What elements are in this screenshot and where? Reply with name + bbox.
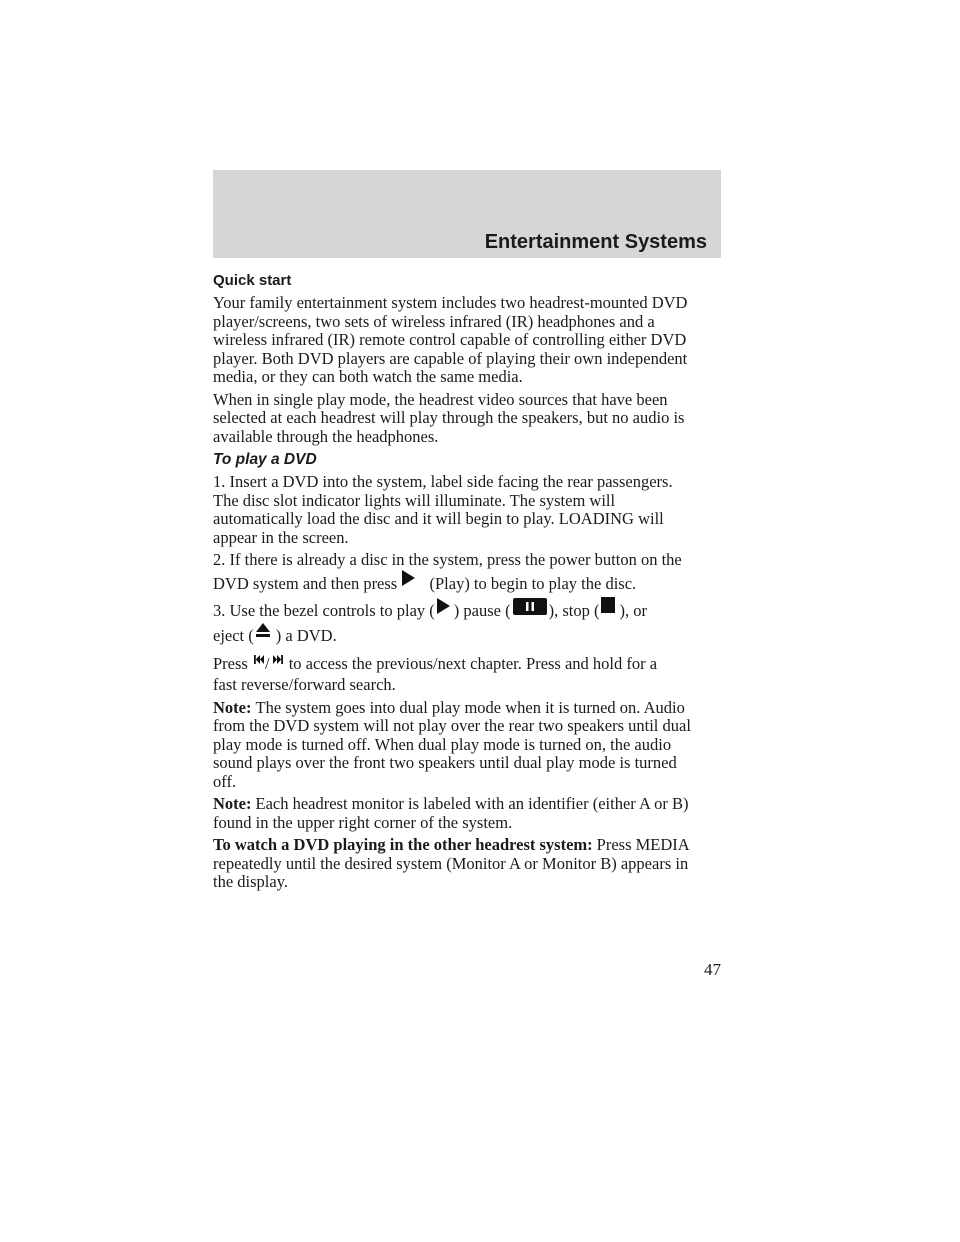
text-segment: /	[264, 654, 270, 673]
watch-label: To watch a DVD playing in the other headrest system:	[213, 835, 593, 854]
text-segment: Press	[213, 654, 248, 673]
text-line	[213, 570, 733, 594]
text-segment: ), or	[619, 601, 647, 620]
header-banner	[213, 170, 721, 258]
next-chapter-icon	[273, 655, 283, 664]
text-line: When in single play mode, the headrest video sources that have been	[213, 389, 668, 409]
text-segment: (Play) to begin to play the disc.	[429, 573, 637, 593]
single-play-paragraph	[213, 391, 733, 447]
intro-paragraph	[213, 294, 733, 387]
text-line	[213, 597, 733, 623]
text-line: fast reverse/forward search.	[213, 675, 396, 694]
text-line	[213, 699, 733, 718]
note-label: Note:	[213, 794, 252, 813]
text-segment: ) a DVD.	[275, 626, 337, 645]
section-title: Quick start	[213, 272, 292, 289]
stop-icon	[601, 597, 615, 613]
note-label: Note:	[213, 697, 252, 717]
text-segment: ), stop (	[548, 601, 600, 620]
text-line	[213, 795, 733, 814]
text-segment: Each headrest monitor is labeled with an identifier (either A or B)	[255, 794, 689, 813]
text-line: sound plays over the front two speakers until dual play mode is turned	[213, 753, 677, 772]
text-line: off.	[213, 771, 237, 791]
text-line: automatically load the disc and it will begin to play. LOADING will	[213, 509, 664, 528]
text-segment: ) pause (	[453, 601, 511, 620]
chapter-title: Entertainment Systems	[484, 231, 707, 253]
text-line: wireless infrared (IR) remote control capable of controlling either DVD	[213, 330, 687, 349]
text-line: appear in the screen.	[213, 527, 349, 547]
text-line: repeatedly until the desired system (Monitor A or Monitor B) appears in	[213, 853, 689, 873]
previous-chapter-icon	[254, 655, 264, 664]
text-segment: 3. Use the bezel controls to play (	[213, 601, 435, 620]
chapter-paragraph	[213, 652, 733, 695]
note-1-paragraph	[213, 699, 733, 792]
text-segment: Press MEDIA	[596, 835, 690, 854]
text-line: 1. Insert a DVD into the system, label side facing the rear passengers.	[213, 472, 673, 491]
page-content	[213, 271, 733, 892]
note-2-paragraph	[213, 795, 733, 832]
watch-paragraph	[213, 836, 733, 892]
text-line: media, or they can both watch the same media.	[213, 367, 523, 386]
text-line: available through the headphones.	[213, 426, 439, 446]
text-line: play mode is turned off. When dual play mode is turned on, the audio	[213, 734, 672, 754]
step-1-paragraph	[213, 473, 733, 547]
eject-icon	[256, 623, 270, 638]
play-icon	[437, 598, 450, 614]
text-line	[213, 836, 733, 855]
text-segment: The system goes into dual play mode when it is turned on. Audio	[255, 697, 685, 717]
step-2-paragraph	[213, 551, 733, 593]
page-number: 47	[704, 960, 721, 979]
text-line: 2. If there is already a disc in the system, press the power button on the	[213, 550, 682, 569]
text-segment: eject (	[213, 626, 254, 645]
pause-icon	[513, 598, 547, 615]
text-line: the display.	[213, 872, 288, 891]
text-line: from the DVD system will not play over the rear two speakers until dual	[213, 716, 691, 735]
text-line	[213, 652, 733, 676]
text-segment: to access the previous/next chapter. Press and hold for a	[288, 654, 658, 673]
text-line: selected at each headrest will play through the speakers, but no audio is	[213, 408, 685, 427]
subheading: To play a DVD	[213, 451, 317, 468]
text-segment: DVD system and then press	[213, 573, 398, 593]
text-line: player/screens, two sets of wireless infrared (IR) headphones and a	[213, 311, 655, 331]
text-line: Your family entertainment system includes two headrest-mounted DVD	[213, 293, 688, 312]
text-line	[213, 623, 733, 648]
text-line: found in the upper right corner of the system.	[213, 812, 513, 832]
step-3-paragraph	[213, 597, 733, 648]
play-icon	[402, 570, 415, 586]
text-line: The disc slot indicator lights will illuminate. The system will	[213, 490, 616, 510]
text-line: player. Both DVD players are capable of playing their own independent	[213, 348, 688, 368]
